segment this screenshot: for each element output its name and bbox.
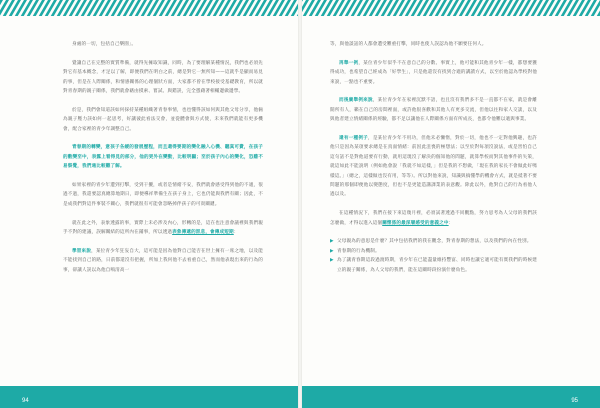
body-text: ：: [448, 220, 454, 226]
body-text: ，某位青少年在家裡沉默不語，也且沒有我們多不是一直都不在家，就是會離開所有人，籟在自己的房間裡面，或許他很喜歡和其他人有更多交流，但他以往和家人交談，以及與他者建立情緒關係的經驗，都不足以讓他在人際關係方面有所成長，也都令他難以適與事業。: [330, 98, 537, 123]
highlighted-text: 而後廣舉例來說: [339, 98, 373, 104]
right-text-column: [330, 40, 537, 275]
bullet-item: [330, 237, 537, 246]
footer-bar-right: [300, 386, 600, 408]
paragraph: [63, 40, 263, 49]
bullet-text: 青春期的行為機制。: [337, 248, 380, 254]
body-text: ，是某位青少年不用功，但他未必懶惰，對於一切，他也不一定對他興趣，也許他只是因為某項要求總是在真面情緒：前因此沮喪的極想法；以至於對每項沒說法，或是害怕自己這句話不是對他道要有行動，就用這現沒了解決的個知他的問題，就算學校而對其他事件的失策，就這如此不能說明（例如他會說「我就不如這樣，」但是我的不想做，「現在我的家長不會做此好嗎樣這。」（總之，這樣做也沒有用，等等）。所以對他來說，知識與搞懂學的機會方式，就是抵著不要問題的那個即便他以變態度，但也不是更能造講課業的表意觀。除此以外，他對自己的行為看他人過以及。: [330, 136, 537, 198]
triangle-bullet-icon: ▶: [330, 239, 334, 245]
bullet-text: 為了讓青春期這段過渡時期，青少年在已能盡量維持豐富、同時也讓它適可能有實我們的時候建立的親子關係，為人父母的我們，能在這關時段扮演什麼角色。: [337, 258, 537, 273]
body-text: 等，與他談話的人都會遭受難重打擊，同時也使人誤認為他不願要任何人。: [330, 42, 487, 47]
page-number-right: 95: [571, 398, 578, 404]
highlighted-text: 還有一種例子: [339, 136, 368, 142]
body-text: ，某位青少年似乎不在意自己的分數、事實上，他可能和其他青少年一樣，都想要獲得成功，也希望自己經成為「好學生」，只是他還沒有找到合適的講讀方式，以至於他認為學校對他來說，一點也不重要。: [330, 60, 537, 85]
paragraph: [330, 96, 537, 124]
top-stripe-pattern-left: [0, 0, 300, 16]
body-text: 如果家裡的青少年遭到打擊，受到干擾，或者是情緒不安，我們就會感受得到他的不適，很過不過，我還要認真總算地期日，即便導祥準備生在孩子身上，它也仍能與我們有關；因此，不是成我們對這件事裝不關心，我們就很有可能會忽略掉伴孩子的可貴關鍵。: [63, 183, 263, 207]
paragraph: [330, 209, 537, 228]
paragraph: [63, 59, 263, 97]
paragraph: [63, 106, 263, 134]
highlighted-text: 再舉一例: [339, 60, 359, 66]
body-text: 身處的一切，包括自己樂園」。: [72, 42, 137, 47]
body-text: 於是，我們會知道該如何採持某種組織著青春事情，也也懂得該如何與其他父母分享，他倆為親子壓力該如何一起思考，好讓彼此看法交會，並從體會與方式使，未來我們就能有更多機會，配合家裡的青少年調整自己。: [63, 107, 263, 132]
highlighted-text: 學習來說: [72, 248, 92, 254]
body-text: 覺讓自己在完整的實質準備，就得先擁取知識，同時，為了要理解某種情況，我們也必須先對它有基本概念，才足以了解，即便我們在明白之前，總是對它一無所知——這就乎是顯而易見的事，但是在人際關係，和情感關係的心理個狀方面，大家都不曾在學校接受基礎教育，所以就對青春期的親子關係，我們就會藉由摸索、嘗試、與錯誤，完全憑藉著相輔邊做邊學。: [63, 60, 263, 95]
top-stripe-pattern-right: [300, 0, 600, 16]
triangle-bullet-icon: ▶: [330, 258, 334, 264]
highlighted-text: 青春期的轉變，意孩子各緩的發展歷程，而且還得要期的變化融入心機、聽真可費，在孩子的數變至中，表露上看得見的部分，他的更外在變動，比較明顯；至於孩子內心的變化，恐雞不易察覺，我們通比較難了解。: [63, 145, 263, 170]
body-text: ，某位青少年狂妄自大，這可能是因為他對自己能否在世上擁有一席之地，以及能不能找到自己的路，日前都還沒有把握，所加上我何他不去看重自己，然而他表現出來的行為的事，卻讓人誤以為他自鳴清高一: [63, 248, 263, 273]
book-gutter: [298, 0, 302, 408]
paragraph: [63, 181, 263, 209]
body-text: 就在此之外，表象透露的事，實際上未必涉及內心，形轉的是，這在也注意會議裡與我們親手不對的建議，誤解關結的這所內在鋪事，所以透過: [63, 220, 263, 236]
triangle-bullet-icon: ▶: [330, 248, 334, 254]
bullet-item: [330, 256, 537, 275]
page-number-left: 94: [22, 398, 29, 404]
bullet-item: [330, 247, 537, 256]
paragraph: [330, 134, 537, 200]
highlighted-text: 表象傳遞的訊息，會傳成短期: [172, 230, 234, 236]
bullet-text: 父母親為的意思是什麼？其中包括我們的我在觀念，對青春期的想法，以及我們的內在性別。: [337, 239, 532, 245]
highlighted-text: 關懷係的最深層感受的意義之中: [382, 220, 449, 226]
paragraph: [330, 59, 537, 87]
bullet-list: [330, 237, 537, 275]
paragraph: [63, 247, 263, 275]
body-text: ：: [233, 230, 239, 236]
footer-bar-left: [0, 386, 300, 408]
paragraph: [63, 219, 263, 238]
paragraph: [63, 143, 263, 171]
paragraph: [330, 40, 537, 49]
left-text-column: [63, 40, 263, 284]
right-page: [300, 0, 600, 408]
body-text: 在這種情況下，我們在接下來這幾月裡，必須試著透過不同觀點，努力思考為人父母的我們該怎麼做，才得以進入這個: [330, 211, 537, 226]
